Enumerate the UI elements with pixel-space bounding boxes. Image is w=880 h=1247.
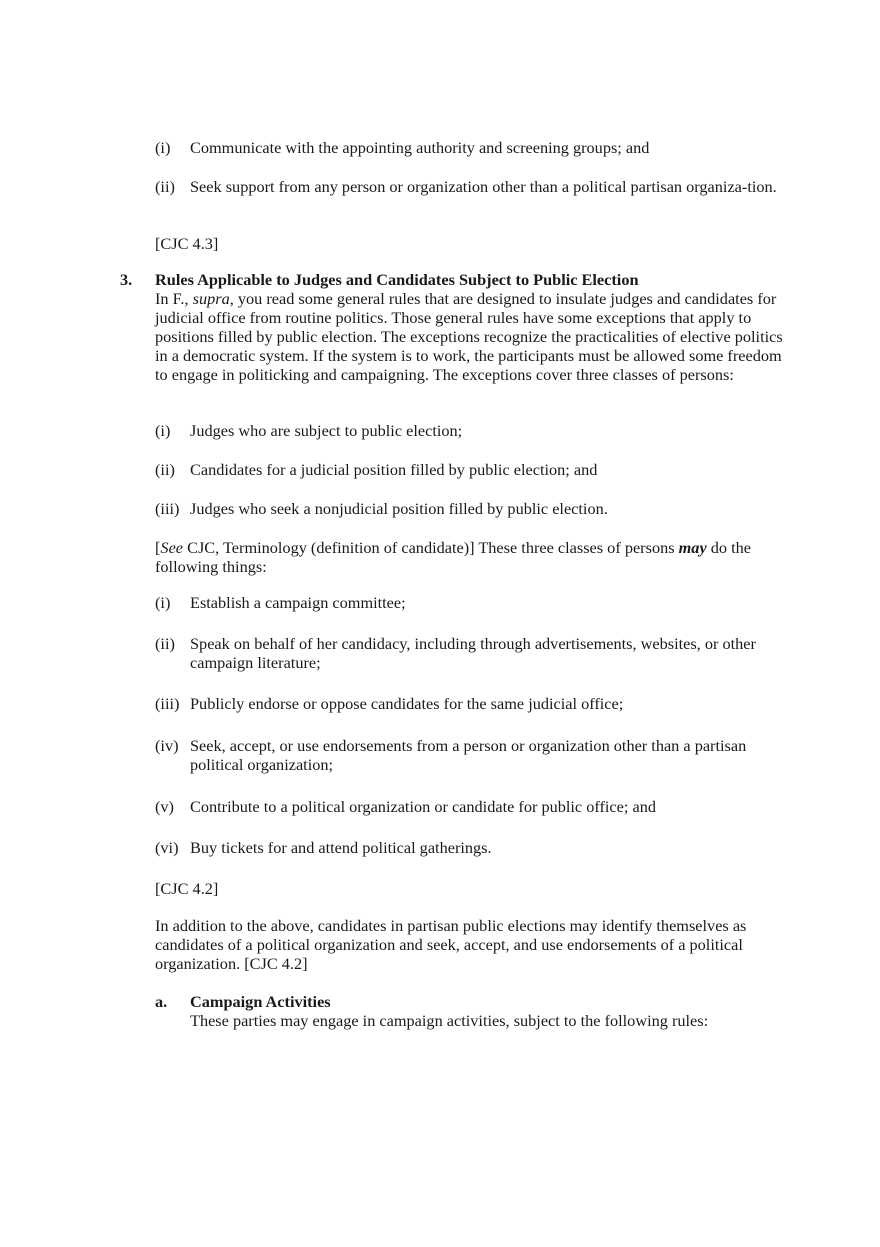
section-intro	[155, 289, 787, 384]
see-mid: CJC, Terminology (definition of candidate)] These three classes of persons	[183, 538, 679, 557]
list-item	[155, 838, 790, 857]
list-item	[155, 736, 790, 774]
citation: [CJC 4.2]	[155, 879, 219, 898]
section-body	[155, 270, 787, 384]
list-item	[155, 177, 790, 196]
list-item-text: Publicly endorse or oppose candidates for the same judicial office;	[190, 694, 624, 713]
intro-italic: supra	[192, 289, 230, 308]
list-item-text: Seek, accept, or use endorsements from a person or organization other than a partisan political organization;	[190, 736, 747, 774]
list-item-text: Contribute to a political organization or candidate for public office; and	[190, 797, 656, 816]
see-italic: See	[160, 538, 184, 557]
list-item	[155, 138, 790, 157]
list-item-text: Communicate with the appointing authority and screening groups; and	[190, 138, 650, 157]
citation: [CJC 4.3]	[155, 234, 219, 253]
list-item-text: Judges who are subject to public election;	[190, 421, 463, 440]
list-item-number: (ii)	[155, 460, 175, 479]
list-item	[155, 460, 790, 479]
may-emphasis: may	[678, 538, 707, 557]
subsection-heading: Campaign Activities	[190, 992, 331, 1011]
list-item-number: (v)	[155, 797, 174, 816]
addition-paragraph: In addition to the above, candidates in partisan public elections may identify themselves as candidates of a political organization and seek, accept, and use endorsements of a political organization. [CJC 4.2]	[155, 916, 747, 973]
list-item-text: Judges who seek a nonjudicial position filled by public election.	[190, 499, 608, 518]
see-end: do the following things:	[155, 538, 751, 576]
section-number: 3.	[120, 270, 133, 289]
list-item-number: (iii)	[155, 694, 180, 713]
list-item	[155, 593, 790, 612]
list-item-number: (ii)	[155, 177, 175, 196]
list-item-text: Establish a campaign committee;	[190, 593, 406, 612]
list-item	[155, 634, 790, 672]
list-item	[155, 499, 790, 518]
subsection-body	[190, 992, 790, 1030]
intro-post: , you read some general rules that are designed to insulate judges and candidates for judicial office from routine politics. Those general rules have some exceptions that apply to positions filled by public election. The exceptions recognize the practicalities of elective politics in a democratic system. If the system is to work, the participants must be allowed some freedom to engage in politicking and campaigning. The exceptions cover three classes of persons:	[155, 289, 783, 384]
see-open: [	[155, 538, 161, 557]
intro-pre: In F.,	[155, 289, 193, 308]
list-item-number: (vi)	[155, 838, 179, 857]
list-item-number: (iii)	[155, 499, 180, 518]
list-item-number: (iv)	[155, 736, 179, 755]
list-item-number: (i)	[155, 421, 171, 440]
list-item	[155, 421, 790, 440]
list-item-text: Speak on behalf of her candidacy, including through advertisements, websites, or other campaign literature;	[190, 634, 756, 672]
section-heading: Rules Applicable to Judges and Candidates Subject to Public Election	[155, 270, 639, 289]
list-item-text: Buy tickets for and attend political gatherings.	[190, 838, 492, 857]
subsection-text: These parties may engage in campaign activities, subject to the following rules:	[190, 1011, 709, 1030]
list-item	[155, 797, 790, 816]
list-item-text: Seek support from any person or organization other than a political partisan organiza-tion.	[190, 177, 777, 196]
list-item-number: (i)	[155, 593, 171, 612]
list-item-number: (i)	[155, 138, 171, 157]
subsection-letter: a.	[155, 992, 168, 1011]
list-item-text: Candidates for a judicial position filled by public election; and	[190, 460, 598, 479]
list-item-number: (ii)	[155, 634, 175, 653]
list-item	[155, 694, 790, 713]
see-paragraph	[155, 538, 787, 576]
